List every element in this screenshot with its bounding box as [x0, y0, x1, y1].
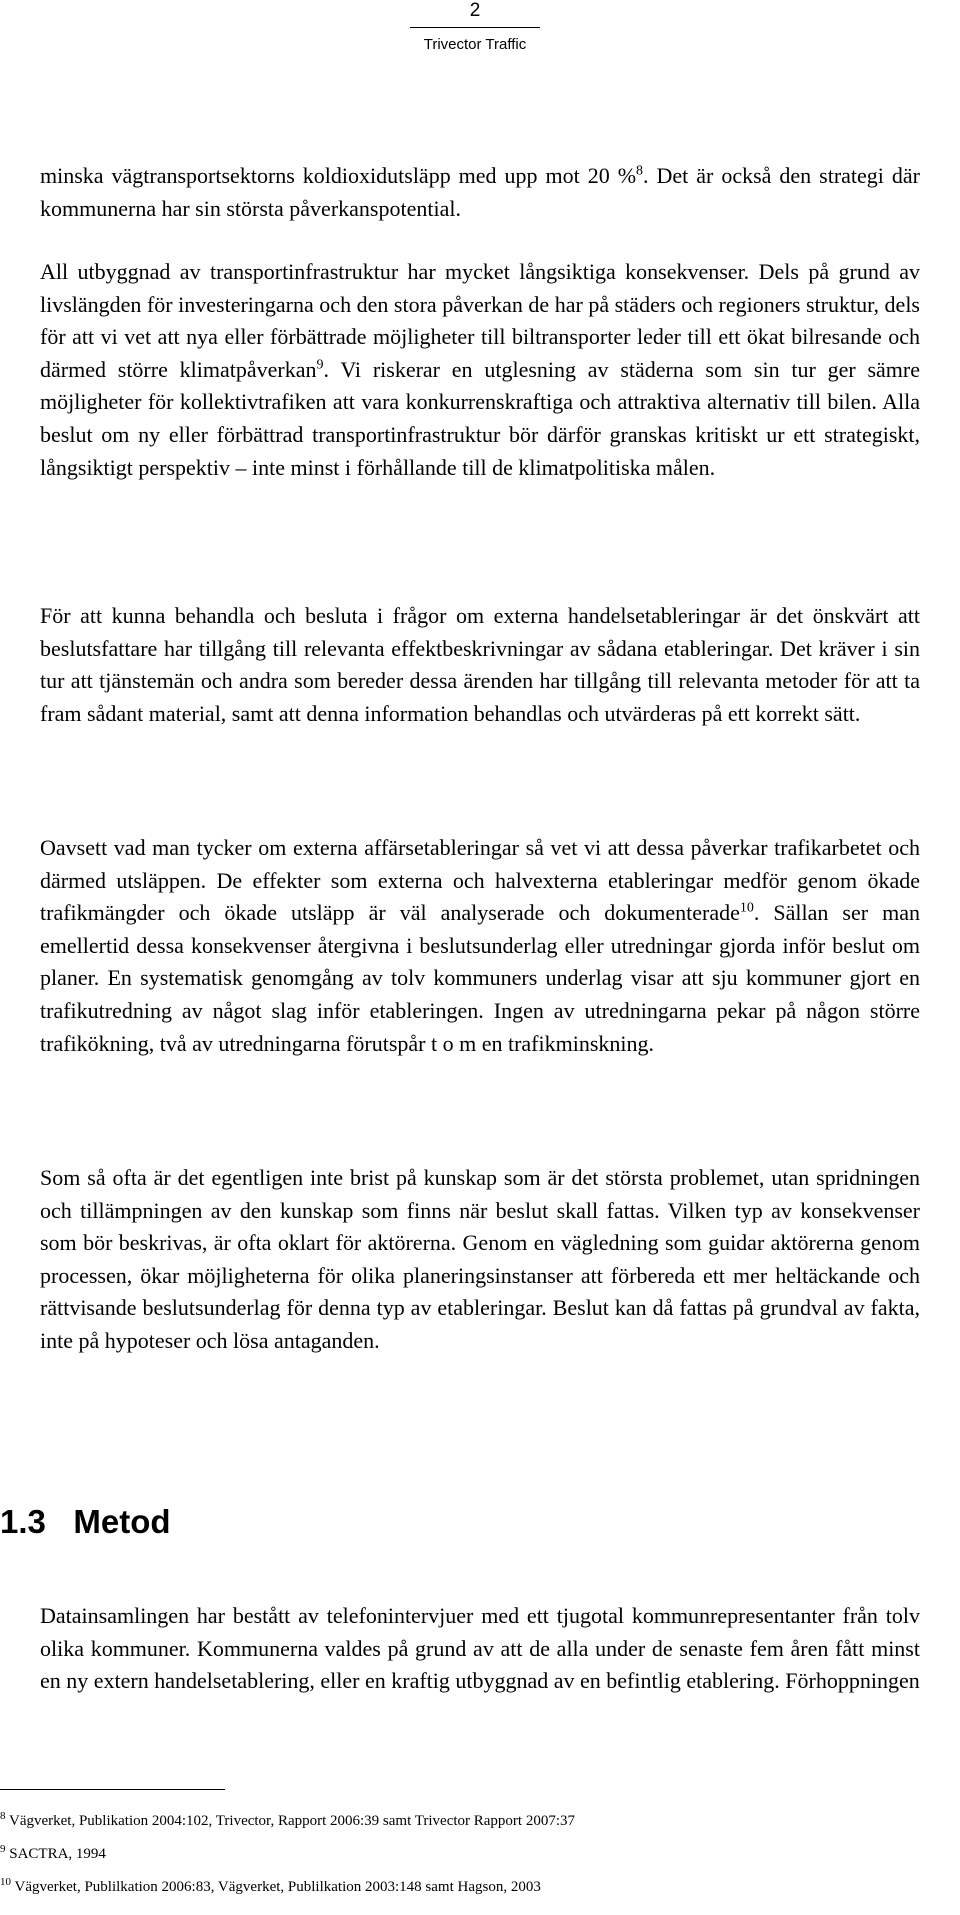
footnote-ref-10[interactable]: 10	[739, 900, 754, 916]
footnote-divider	[0, 1789, 225, 1790]
footnote-9	[0, 1838, 920, 1871]
footnote-10	[0, 1871, 920, 1904]
paragraph-1-text-a: minska vägtransportsektorns koldioxidutsläpp med upp mot 20 %	[40, 163, 637, 188]
footnote-ref-9[interactable]: 9	[316, 357, 324, 373]
paragraph-2-text-b: . Vi riskerar en utglesning av städerna som sin tur ger sämre möjligheter för kollektivtrafiken att vara konkurrenskraftiga och attraktiva alternativ till bilen. Alla beslut om ny eller förbättrad transportinfrastruktur bör därför granskas kritiskt ur ett strategiskt, långsiktigt perspektiv – inte minst i förhållande till de klimatpolitiska målen.	[40, 356, 920, 480]
paragraph-6: Datainsamlingen har bestått av telefonintervjuer med ett tjugotal kommunrepresentanter från tolv olika kommuner. Kommunerna valdes på grund av att de alla under de senaste fem åren fått minst en ny extern handelsetablering, eller en kraftig utbyggnad av en befintlig etablering. Förhoppningen	[40, 1603, 920, 1694]
footnote-number: 9	[0, 1843, 6, 1855]
paragraph-2-text-a: All utbyggnad av transportinfrastruktur har mycket långsiktiga konsekvenser. Dels på grund av livslängden för investeringarna och den stora påverkan de har på städers och regioners struktur, dels för att vi vet att nya eller förbättrade möjligheter till biltransporter leder till ett ökat bilresande och därmed större klimatpåverkan	[40, 259, 920, 382]
footnote-ref-8[interactable]: 8	[636, 163, 644, 179]
header-divider	[410, 27, 540, 28]
section-number: 1.3	[0, 1503, 46, 1540]
footnote-8	[0, 1805, 920, 1838]
paragraph-5: Som så ofta är det egentligen inte brist på kunskap som är det största problemet, utan spridningen och tillämpningen av den kunskap som finns när beslut skall fattas. Vilken typ av konsekvenser som bör beskrivas, är ofta oklart för aktörerna. Genom en vägledning som guidar aktörerna genom processen, ökar möjligheterna för olika planeringsinstanser att förbereda ett mer heltäckande och rättvisande beslutsunderlag för denna typ av etableringar. Beslut kan då fattas på grundval av fakta, inte på hypoteser och lösa antaganden.	[40, 1165, 920, 1353]
running-header-title: Trivector Traffic	[423, 36, 527, 53]
paragraph-3: För att kunna behandla och besluta i frågor om externa handelsetableringar är det önskvärt att beslutsfattare har tillgång till relevanta effektbeskrivningar av sådana etableringar. Det kräver i sin tur att tjänstemän och andra som bereder dessa ärenden har tillgång till relevanta metoder för att ta fram sådant material, samt att denna information behandlas och utvärderas på ett korrekt sätt.	[40, 603, 920, 726]
paragraph-4-text-b: . Sällan ser man emellertid dessa konsekvenser återgivna i beslutsunderlag eller utredningar gjorda inför beslut om planer. En systematisk genomgång av tolv kommuners underlag visar att sju kommuner gjort en trafikutredning av något slag inför etableringen. Ingen av utredningarna pekar på någon större trafikökning, två av utredningarna förutspår t o m en trafikminskning.	[40, 900, 920, 1056]
footnote-text: Vägverket, Publikation 2004:102, Trivector, Rapport 2006:39 samt Trivector Rapport 2007:37	[8, 1813, 576, 1829]
footnote-text: Vägverket, Publilkation 2006:83, Vägverket, Publilkation 2003:148 samt Hagson, 2003	[14, 1879, 541, 1895]
page-number: 2	[469, 0, 481, 21]
paragraph-4-text-a: Oavsett vad man tycker om externa affärsetableringar så vet vi att dessa påverkar trafikarbetet och därmed utsläppen. De effekter som externa och halvexterna etableringar medför genom ökade trafikmängder och ökade utsläpp är väl analyserade och dokumenterade	[40, 835, 920, 926]
footnotes	[0, 1805, 920, 1904]
footnote-text: SACTRA, 1994	[9, 1846, 106, 1862]
paragraph-4	[40, 832, 920, 1060]
footnote-number: 10	[0, 1876, 11, 1888]
page-header	[410, 0, 540, 54]
paragraph-1	[40, 160, 920, 225]
paragraph-1-text-b: . Det är också den strategi där kommunerna har sin största påverkanspotential.	[40, 163, 920, 221]
footnote-number: 8	[0, 1810, 6, 1822]
section-heading	[0, 1502, 171, 1542]
section-title: Metod	[73, 1503, 171, 1540]
paragraph-2	[40, 256, 920, 484]
